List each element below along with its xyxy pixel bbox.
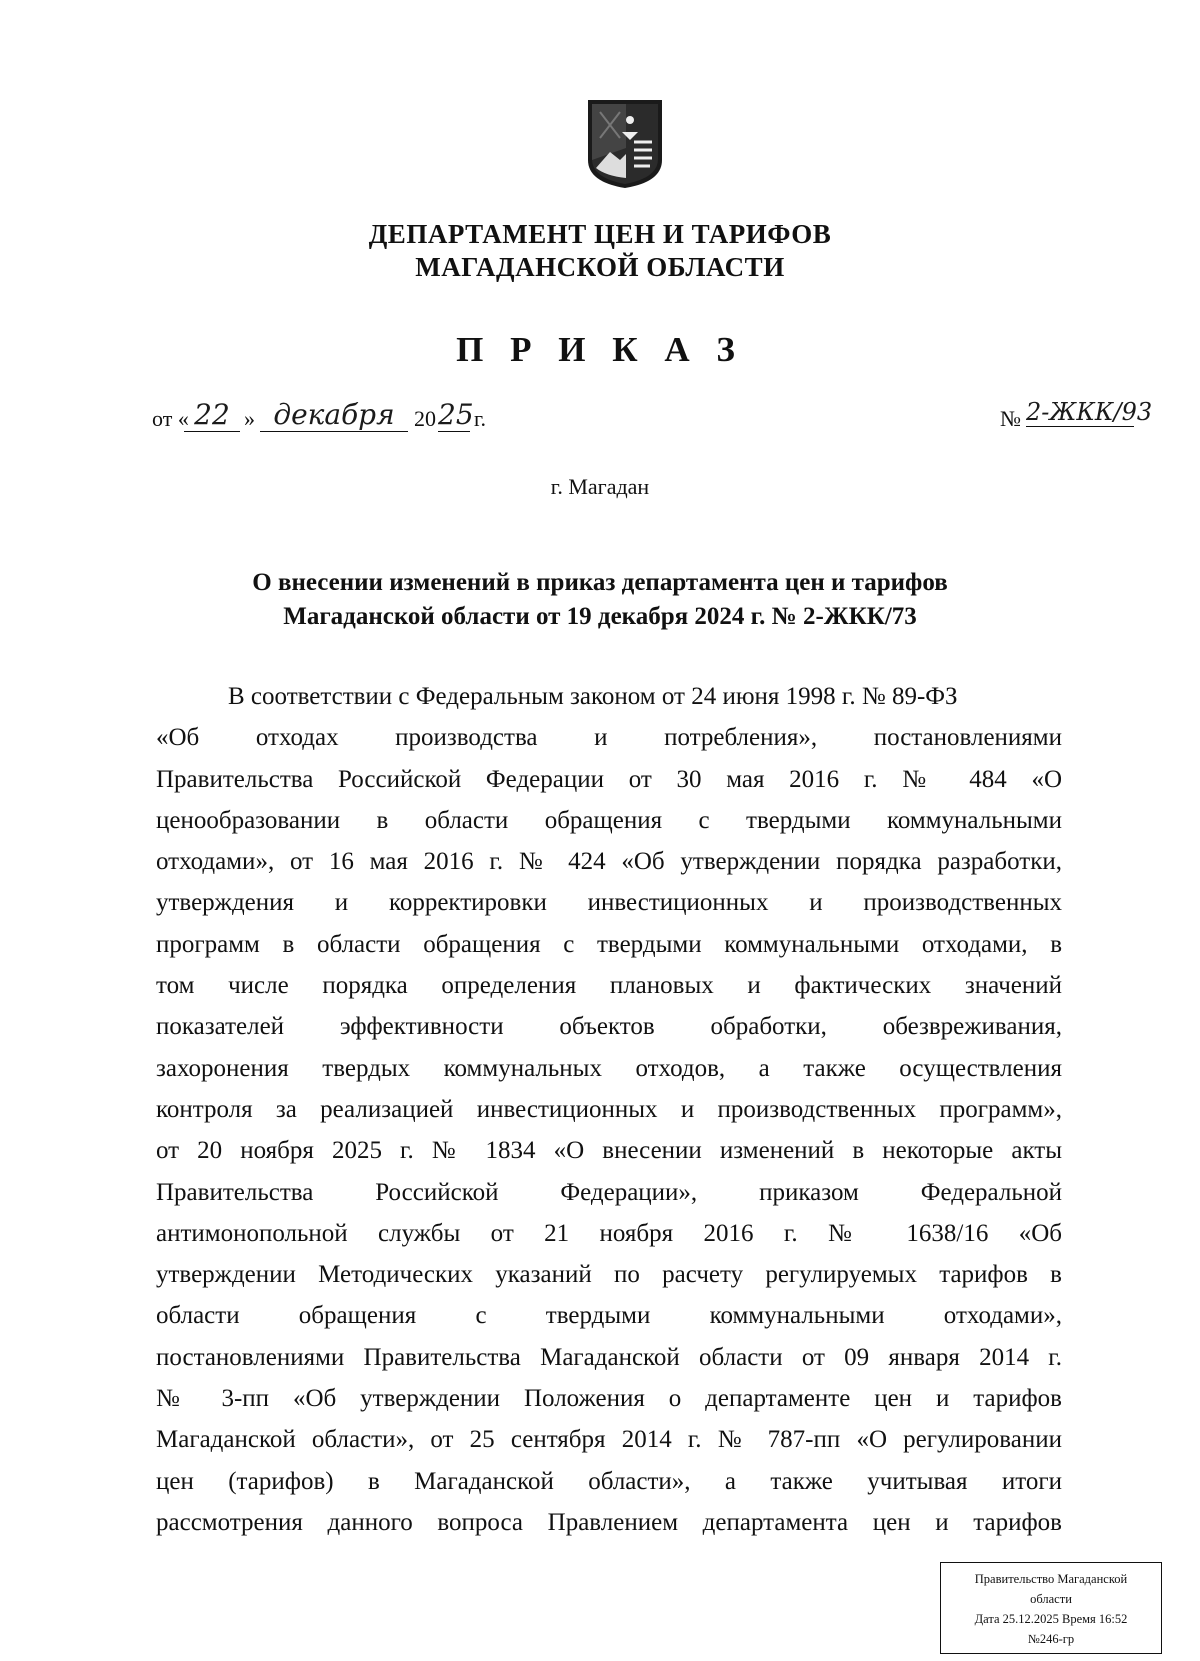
number-value: 2-ЖКК/93: [1026, 398, 1153, 426]
body-line: контроля за реализацией инвестиционных и производственных программ»,: [156, 1095, 1062, 1123]
stamp-line1: Правительство Магаданской: [974, 1572, 1128, 1586]
body-line: утверждения и корректировки инвестиционных и производственных: [156, 889, 1062, 917]
body-line: рассмотрения данного вопроса Правлением департамента цен и тарифов: [156, 1508, 1062, 1536]
body-line: «Об отходах производства и потребления», постановлениями: [156, 724, 1062, 752]
department-name-line1: ДЕПАРТАМЕНТ ЦЕН И ТАРИФОВ: [368, 219, 832, 249]
coat-of-arms-icon: [586, 98, 664, 190]
number-label: №: [1000, 406, 1021, 431]
body-line: утверждении Методических указаний по расчету регулируемых тарифов в: [156, 1261, 1062, 1289]
subject-line1: О внесении изменений в приказ департамента цен и тарифов: [252, 569, 948, 596]
body-line: отходами», от 16 мая 2016 г. № 424 «Об утверждении порядка разработки,: [156, 848, 1062, 876]
body-line: захоронения твердых коммунальных отходов, а также осуществления: [156, 1054, 1062, 1082]
body-line: антимонопольной службы от 21 ноября 2016 г. № 1638/16 «Об: [156, 1219, 1062, 1247]
body-line: Правительства Российской Федерации от 30 мая 2016 г. № 484 «О: [156, 765, 1062, 793]
body-line: показателей эффективности объектов обработки, обезвреживания,: [156, 1013, 1062, 1041]
document-type-title: П Р И К А З: [456, 330, 744, 369]
subject-line2: Магаданской области от 19 декабря 2024 г. № 2-ЖКК/73: [283, 603, 917, 630]
body-line: том числе порядка определения плановых и фактических значений: [156, 972, 1062, 1000]
stamp-line3: Дата 25.12.2025 Время 16:52: [974, 1612, 1128, 1626]
body-line: № 3-пп «Об утверждении Положения о департаменте цен и тарифов: [156, 1385, 1062, 1413]
body-line: ценообразовании в области обращения с твердыми коммунальными: [156, 806, 1062, 834]
stamp-line2: области: [1030, 1592, 1072, 1606]
date-year-suffix: 25: [438, 398, 474, 431]
date-month: декабря: [260, 398, 408, 432]
body-line: Правительства Российской Федерации», приказом Федеральной: [156, 1178, 1062, 1206]
city-name: г. Магадан: [550, 474, 650, 499]
registration-stamp: [940, 1562, 1162, 1654]
body-paragraph: [156, 676, 1062, 1543]
date-day: 22: [184, 398, 240, 432]
body-line: постановлениями Правительства Магаданской области от 09 января 2014 г.: [156, 1343, 1062, 1371]
date-year-end: г.: [474, 406, 487, 431]
body-line: цен (тарифов) в Магаданской области», а также учитывая итоги: [156, 1467, 1062, 1495]
body-line: от 20 ноября 2025 г. № 1834 «О внесении изменений в некоторые акты: [156, 1137, 1062, 1165]
department-name-line2: МАГАДАНСКОЙ ОБЛАСТИ: [415, 252, 785, 282]
body-line: Магаданской области», от 25 сентября 2014 г. № 787-пп «О регулировании: [156, 1426, 1062, 1454]
date-mid: »: [244, 406, 255, 431]
body-line: В соответствии с Федеральным законом от 24 июня 1998 г. № 89-ФЗ: [228, 683, 958, 710]
body-line: программ в области обращения с твердыми коммунальными отходами, в: [156, 930, 1062, 958]
date-year-prefix: 20: [414, 406, 436, 431]
stamp-line4: №246-гр: [1027, 1632, 1075, 1646]
body-line: области обращения с твердыми коммунальными отходами»,: [156, 1302, 1062, 1330]
date-prefix: от «: [152, 406, 189, 431]
